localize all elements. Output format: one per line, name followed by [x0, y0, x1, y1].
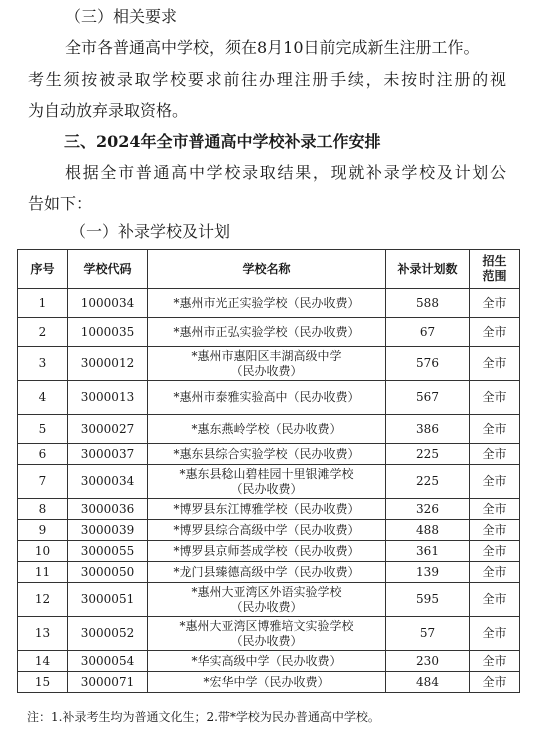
table-header-row [18, 250, 520, 289]
header-seq: 序号 [18, 250, 68, 289]
section-intro-line1: 根据全市普通高中学校录取结果，现就补录学校及计划公 [65, 163, 506, 182]
row-seq: 4 [18, 381, 68, 415]
row-plan-count: 484 [386, 672, 470, 693]
row-school-name [148, 651, 386, 672]
row-range: 全市 [470, 651, 520, 672]
table-row [18, 289, 520, 318]
row-school-name [148, 617, 386, 651]
table-row [18, 381, 520, 415]
requirements-para-line3: 为自动放弃录取资格。 [28, 101, 189, 120]
row-code: 3000051 [68, 583, 148, 617]
table-row [18, 318, 520, 347]
school-name-line1: *惠东县综合实验学校（民办收费） [173, 446, 360, 461]
row-school-name [148, 415, 386, 444]
row-school-name [148, 520, 386, 541]
row-seq: 15 [18, 672, 68, 693]
row-plan-count: 588 [386, 289, 470, 318]
table-row [18, 672, 520, 693]
row-range: 全市 [470, 415, 520, 444]
school-name-line2: （民办收费） [230, 363, 303, 378]
row-code: 3000037 [68, 444, 148, 465]
requirements-heading: （三）相关要求 [65, 7, 178, 26]
row-range: 全市 [470, 465, 520, 499]
school-name-line1: *惠东县稔山碧桂园十里银滩学校 [179, 466, 354, 481]
row-range: 全市 [470, 318, 520, 347]
row-school-name [148, 541, 386, 562]
table-row [18, 499, 520, 520]
school-name-line1: *惠州市惠阳区丰湖高级中学 [191, 348, 342, 363]
row-code: 3000027 [68, 415, 148, 444]
row-school-name [148, 381, 386, 415]
row-seq: 2 [18, 318, 68, 347]
school-name-line1: *惠州大亚湾区外语实验学校 [191, 584, 342, 599]
row-seq: 9 [18, 520, 68, 541]
row-school-name [148, 444, 386, 465]
row-code: 3000034 [68, 465, 148, 499]
row-code: 3000012 [68, 347, 148, 381]
table-row [18, 541, 520, 562]
table-row [18, 465, 520, 499]
row-seq: 7 [18, 465, 68, 499]
row-code: 1000035 [68, 318, 148, 347]
row-plan-count: 595 [386, 583, 470, 617]
row-range: 全市 [470, 541, 520, 562]
row-plan-count: 67 [386, 318, 470, 347]
row-range: 全市 [470, 617, 520, 651]
row-plan-count: 488 [386, 520, 470, 541]
school-name-line1: *惠州市光正实验学校（民办收费） [173, 295, 360, 310]
row-range: 全市 [470, 583, 520, 617]
row-code: 3000054 [68, 651, 148, 672]
row-plan-count: 225 [386, 465, 470, 499]
header-plan: 补录计划数 [386, 250, 470, 289]
school-name-line1: *惠州大亚湾区博雅培文实验学校 [179, 618, 354, 633]
row-range: 全市 [470, 520, 520, 541]
table-row [18, 520, 520, 541]
school-name-line1: *博罗县东江博雅学校（民办收费） [173, 501, 360, 516]
school-name-line2: （民办收费） [230, 481, 303, 496]
row-code: 3000052 [68, 617, 148, 651]
table-row [18, 562, 520, 583]
row-plan-count: 230 [386, 651, 470, 672]
row-code: 1000034 [68, 289, 148, 318]
section-intro-line2: 告如下： [28, 194, 93, 213]
school-name-line1: *宏华中学（民办收费） [203, 674, 330, 689]
row-seq: 6 [18, 444, 68, 465]
row-school-name [148, 499, 386, 520]
row-seq: 11 [18, 562, 68, 583]
row-plan-count: 576 [386, 347, 470, 381]
row-plan-count: 386 [386, 415, 470, 444]
table-row [18, 444, 520, 465]
school-name-line1: *博罗县综合高级中学（民办收费） [173, 522, 360, 537]
row-school-name [148, 289, 386, 318]
row-school-name [148, 465, 386, 499]
school-name-line1: *龙门县臻德高级中学（民办收费） [173, 564, 360, 579]
table-row [18, 617, 520, 651]
school-name-line1: *惠东燕岭学校（民办收费） [191, 421, 342, 436]
section-title: 三、2024年全市普通高中学校补录工作安排 [64, 132, 381, 151]
row-seq: 3 [18, 347, 68, 381]
row-school-name [148, 672, 386, 693]
row-plan-count: 57 [386, 617, 470, 651]
table-row [18, 651, 520, 672]
requirements-para-line1: 全市各普通高中学校，须在8月10日前完成新生注册工作。 [65, 38, 480, 57]
row-school-name [148, 347, 386, 381]
row-code: 3000039 [68, 520, 148, 541]
row-plan-count: 567 [386, 381, 470, 415]
school-name-line1: *惠州市泰雅实验高中（民办收费） [173, 390, 360, 404]
row-code: 3000036 [68, 499, 148, 520]
school-name-line1: *华实高级中学（民办收费） [191, 653, 342, 668]
section-subheading: （一）补录学校及计划 [70, 222, 231, 241]
row-plan-count: 225 [386, 444, 470, 465]
row-seq: 12 [18, 583, 68, 617]
header-code: 学校代码 [68, 250, 148, 289]
footnote: 注：1.补录考生均为普通文化生；2.带*学校为民办普通高中学校。 [27, 710, 380, 724]
school-name-line2: （民办收费） [230, 599, 303, 614]
row-seq: 1 [18, 289, 68, 318]
row-range: 全市 [470, 289, 520, 318]
requirements-para-line2: 考生须按被录取学校要求前往办理注册手续，未按时注册的视 [28, 70, 506, 89]
school-name-line1: *惠州市正弘实验学校（民办收费） [173, 324, 360, 339]
row-school-name [148, 562, 386, 583]
row-school-name [148, 583, 386, 617]
row-plan-count: 139 [386, 562, 470, 583]
row-seq: 8 [18, 499, 68, 520]
row-range: 全市 [470, 562, 520, 583]
row-plan-count: 361 [386, 541, 470, 562]
row-code: 3000013 [68, 381, 148, 415]
row-range: 全市 [470, 347, 520, 381]
school-name-line2: （民办收费） [230, 633, 303, 648]
row-seq: 13 [18, 617, 68, 651]
row-range: 全市 [470, 444, 520, 465]
row-range: 全市 [470, 672, 520, 693]
row-school-name [148, 318, 386, 347]
row-plan-count: 326 [386, 499, 470, 520]
table-row [18, 583, 520, 617]
row-code: 3000050 [68, 562, 148, 583]
row-code: 3000055 [68, 541, 148, 562]
row-seq: 10 [18, 541, 68, 562]
row-range: 全市 [470, 499, 520, 520]
table-row [18, 415, 520, 444]
row-code: 3000071 [68, 672, 148, 693]
header-range: 招生 范围 [470, 250, 520, 289]
supplementary-plan-table [17, 249, 520, 693]
table-row [18, 347, 520, 381]
row-range: 全市 [470, 381, 520, 415]
school-name-line1: *博罗县京师荟成学校（民办收费） [173, 543, 360, 558]
row-seq: 5 [18, 415, 68, 444]
row-seq: 14 [18, 651, 68, 672]
header-name: 学校名称 [148, 250, 386, 289]
